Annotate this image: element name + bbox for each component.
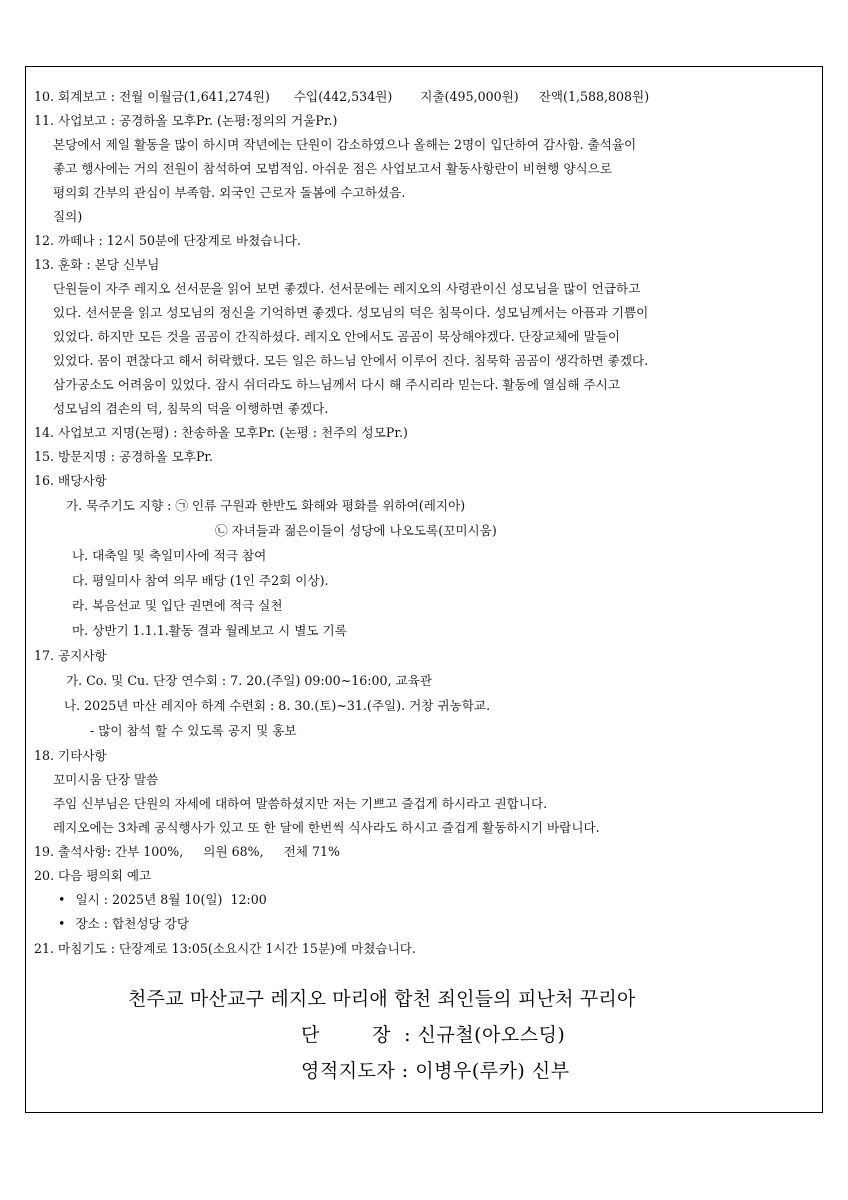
notice-item: 나. 2025년 마산 레지아 하계 수련회 : 8. 30.(토)~31.(주일). 거창 귀농학교. [64, 698, 491, 713]
homily-line: 성모님의 겸손의 덕, 침묵의 덕을 이행하면 좋겠다. [53, 401, 329, 416]
homily-line: 있다. 선서문을 읽고 성모님의 정신을 기억하면 좋겠다. 성모님의 덕은 침묵이다. 성모님께서는 아픔과 기쁨이 [53, 305, 649, 320]
homily-line: 있었다. 몸이 편찮다고 해서 허락했다. 모든 일은 하느님 안에서 이루어 진다. 침묵학 곰곰이 생각하면 좋겠다. [53, 353, 649, 368]
business-report-line: 평의회 간부의 관심이 부족함. 외국인 근로자 돌봄에 수고하셨음. [53, 185, 406, 200]
homily-line: 삼가공소도 어려움이 있었다. 잠시 쉬더라도 하느님께서 다시 해 주시리라 믿는다. 활동에 열심해 주시고 [53, 377, 620, 392]
homily-line: 단원들이 자주 레지오 선서문을 읽어 보면 좋겠다. 선서문에는 레지오의 사령관이신 성모님을 많이 언급하고 [53, 281, 641, 296]
others-heading: 18. 기타사항 [34, 748, 107, 763]
next-meeting-item: • 일시 : 2025년 8월 10(일) 12:00 [58, 892, 267, 908]
business-report-line: 본당에서 제일 활동을 많이 하시며 작년에는 단원이 감소하였으나 올해는 2명이 입단하여 감사함. 출석율이 [53, 137, 637, 152]
assignment-item: 마. 상반기 1.1.1.활동 결과 월례보고 시 별도 기록 [72, 623, 347, 638]
business-report-line: 좋고 행사에는 거의 전원이 참석하여 모범적임. 아쉬운 점은 사업보고서 활동사항란이 비현행 양식으로 [53, 161, 612, 176]
assignments-heading: 16. 배당사항 [34, 473, 107, 488]
assignment-item: 가. 묵주기도 지향 : ㉠ 인류 구원과 한반도 화해와 평화를 위하여(레지아) [66, 498, 466, 513]
notice-item: - 많이 참석 할 수 있도록 공지 및 홍보 [90, 723, 297, 738]
break-report: 12. 까떼나 : 12시 50분에 단장계로 바쳤습니다. [34, 233, 301, 248]
assignment-item: 다. 평일미사 참여 의무 배당 (1인 주2회 이상). [72, 573, 329, 588]
next-meeting-item: • 장소 : 합천성당 강당 [58, 916, 189, 932]
business-report-heading: 11. 사업보고 : 공경하올 모후Pr. (논평:정의의 거울Pr.) [34, 113, 338, 128]
business-designation: 14. 사업보고 지명(논평) : 찬송하올 모후Pr. (논평 : 천주의 성모Pr.) [34, 425, 408, 440]
next-meeting-heading: 20. 다음 평의회 예고 [34, 868, 152, 883]
assignment-item: ㉡ 자녀들과 젊은이들이 성당에 나오도록(꼬미시움) [215, 523, 497, 538]
closing-prayer: 21. 마침기도 : 단장계로 13:05(소요시간 1시간 15분)에 마쳤습니다. [34, 941, 416, 956]
others-line: 레지오에는 3차례 공식행사가 있고 또 한 달에 한번씩 식사라도 하시고 즐겁게 활동하시기 바랍니다. [53, 820, 600, 835]
others-line: 주임 신부님은 단원의 자세에 대하여 말씀하셨지만 저는 기쁘고 즐겁게 하시라고 권합니다. [53, 796, 548, 811]
assignment-item: 라. 복음선교 및 입단 권면에 적극 실천 [72, 598, 283, 613]
visit-designation: 15. 방문지명 : 공경하올 모후Pr. [34, 449, 214, 464]
homily-line: 있었다. 하지만 모든 것을 곰곰이 간직하셨다. 레지오 안에서도 곰곰이 묵상해야겠다. 단장교체에 말들이 [53, 329, 620, 344]
leader-name: 단 장 : 신규철(아오스딩) [301, 1024, 566, 1046]
accounting-report: 10. 회계보고 : 전월 이월금(1,641,274원) 수입(442,534원) 지출(495,000원) 잔액(1,588,808원) [34, 89, 650, 104]
assignment-item: 나. 대축일 및 축일미사에 적극 참여 [72, 548, 267, 563]
notice-item: 가. Co. 및 Cu. 단장 연수회 : 7. 20.(주일) 09:00~16:00, 교육관 [66, 673, 433, 688]
org-name: 천주교 마산교구 레지오 마리애 합천 죄인들의 피난처 꾸리아 [128, 988, 636, 1010]
business-report-line: 질의) [53, 209, 83, 224]
notices-heading: 17. 공지사항 [34, 648, 107, 663]
others-line: 꼬미시움 단장 말씀 [53, 772, 159, 787]
director-name: 영적지도자 : 이병우(루카) 신부 [301, 1060, 570, 1082]
homily-heading: 13. 훈화 : 본당 신부님 [34, 257, 160, 272]
attendance: 19. 출석사항: 간부 100%, 의원 68%, 전체 71% [34, 844, 340, 859]
